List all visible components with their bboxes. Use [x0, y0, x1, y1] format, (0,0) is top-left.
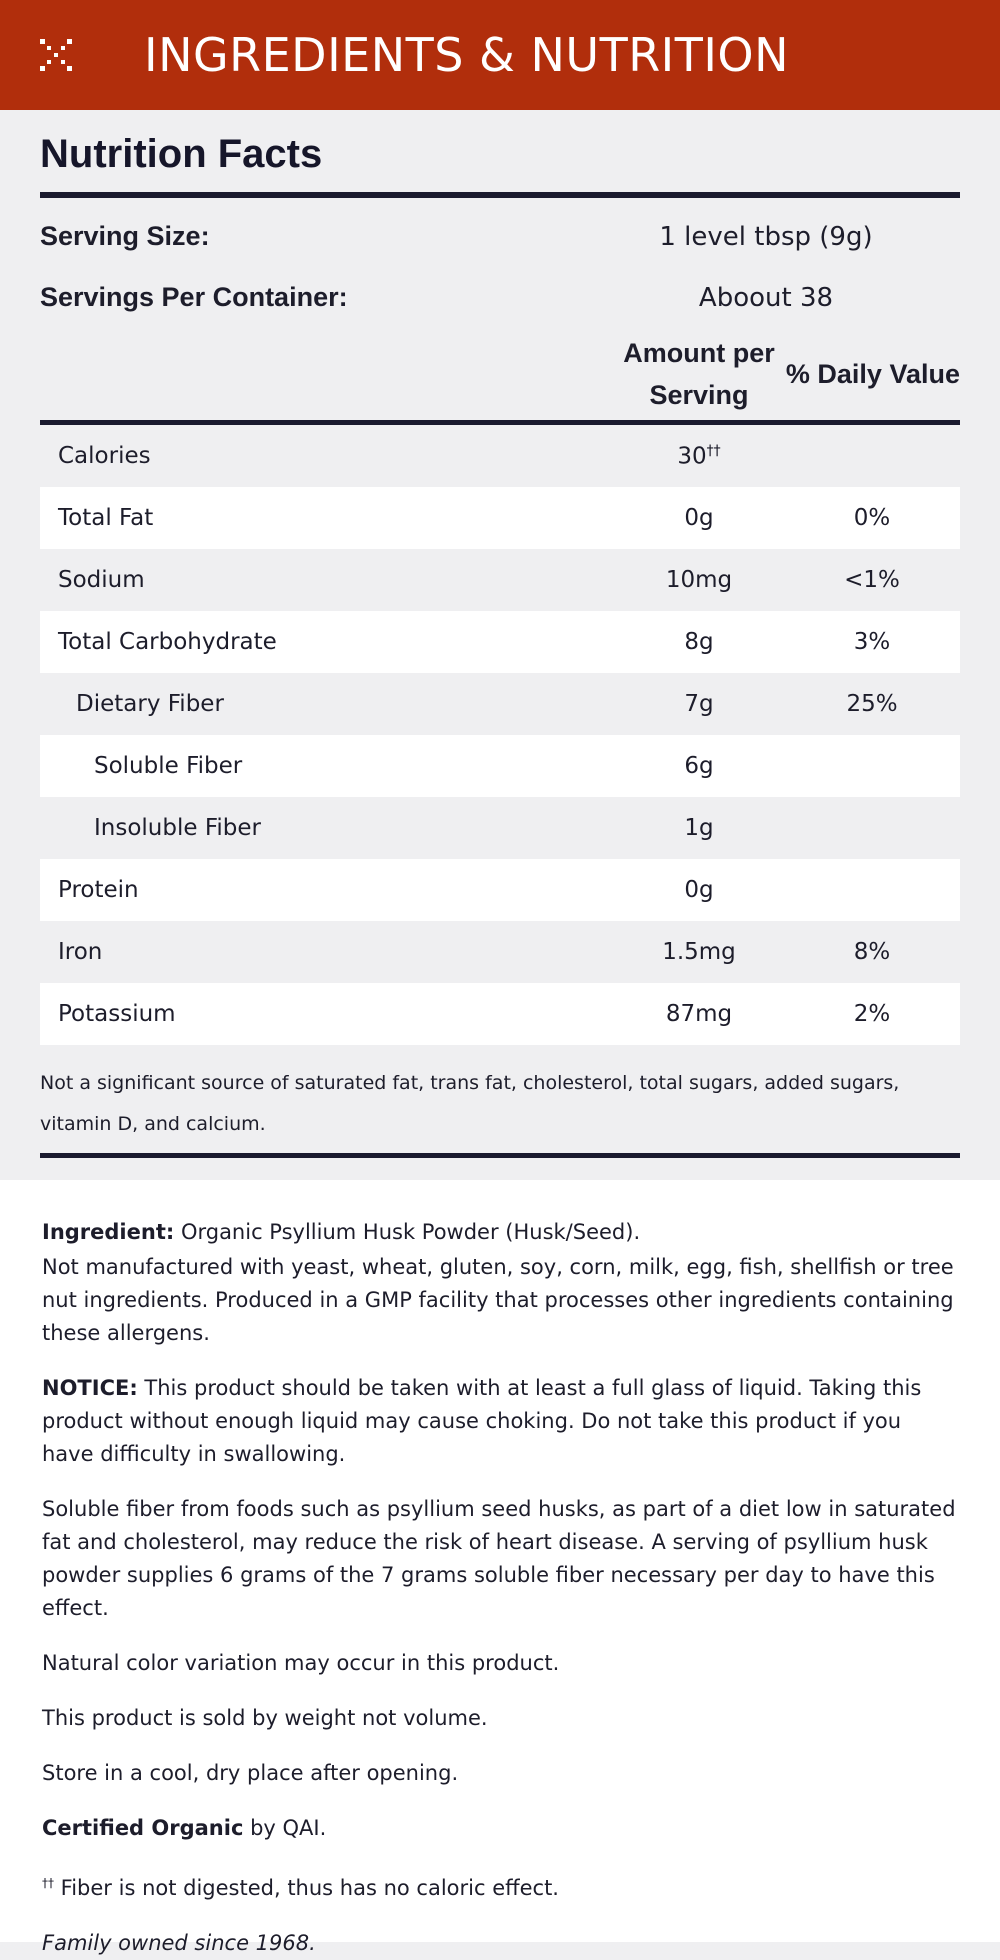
nutrient-name: Protein — [58, 877, 139, 903]
health-claim: Soluble fiber from foods such as psyllium seed husks, as part of a diet low in saturated fat and cholesterol, may reduce the risk of heart disease. A serving of psyllium husk powder supplies 6 grams of the 7 grams soluble fiber necessary per day to have this effect. — [42, 1497, 956, 1620]
storage-note: Store in a cool, dry place after opening. — [42, 1761, 459, 1785]
nutrition-facts-title: Nutrition Facts — [40, 132, 323, 176]
daily-value-header: % Daily Value — [785, 358, 960, 389]
nutrient-row — [40, 797, 960, 859]
nutrient-name: Insoluble Fiber — [94, 815, 261, 841]
product-details — [0, 1180, 1000, 1955]
nutrient-amount: 8g — [684, 629, 714, 655]
nutrient-daily-value: 25% — [846, 691, 898, 717]
certification-line — [42, 1812, 958, 1845]
allergen-statement: Not manufactured with yeast, wheat, gluten, soy, corn, milk, egg, fish, shellfish or tree nut ingredients. Produced in a GMP facility that processes other ingredients containing these allergens. — [42, 1255, 954, 1345]
nutrient-amount: 30†† — [677, 442, 721, 470]
nutrient-row — [40, 611, 960, 673]
page-title: INGREDIENTS & NUTRITION — [144, 28, 790, 82]
nutrient-row — [40, 673, 960, 735]
footnote-mark: †† — [706, 442, 721, 459]
nutrient-row — [40, 983, 960, 1045]
amount-per-serving-header: Amount per Serving — [623, 338, 775, 410]
nutrient-name: Soluble Fiber — [94, 753, 243, 779]
nutrient-amount: 1g — [684, 815, 714, 841]
nutrient-amount: 87mg — [665, 1001, 733, 1027]
divider — [40, 192, 960, 198]
fiber-footnote — [42, 1867, 958, 1905]
nutrient-daily-value: <1% — [844, 567, 900, 593]
nutrient-name: Calories — [58, 443, 151, 469]
nutrient-daily-value: 3% — [853, 629, 891, 655]
nutrient-amount: 0g — [684, 877, 714, 903]
weight-note: This product is sold by weight not volume. — [42, 1706, 488, 1730]
notice-text: This product should be taken with at least a full glass of liquid. Taking this product without enough liquid may cause choking. Do not take this product if you have difficulty in swallowing. — [42, 1376, 922, 1466]
serving-size-label: Serving Size: — [40, 221, 210, 251]
family-note: Family owned since 1968. — [42, 1931, 316, 1955]
nutrient-amount: 6g — [684, 753, 714, 779]
servings-per-container-label: Servings Per Container: — [40, 282, 348, 312]
nutrition-footnote: Not a significant source of saturated fat, trans fat, cholesterol, total sugars, added sugars, vitamin D, and calcium. — [40, 1072, 900, 1135]
notice-paragraph — [42, 1372, 958, 1471]
certified-text: by QAI. — [243, 1816, 327, 1840]
ingredient-line — [42, 1216, 958, 1249]
servings-per-container-row — [40, 267, 960, 328]
sparkle-icon — [36, 35, 76, 75]
nutrient-row — [40, 425, 960, 487]
nutrition-facts-panel — [0, 110, 1000, 1180]
nutrient-row — [40, 549, 960, 611]
nutrient-name: Total Fat — [58, 505, 154, 531]
certified-label: Certified Organic — [42, 1816, 244, 1840]
nutrient-daily-value: 0% — [853, 505, 891, 531]
serving-size-value: 1 level tbsp (9g) — [659, 221, 873, 252]
nutrient-amount: 7g — [684, 691, 714, 717]
column-headers — [40, 328, 960, 420]
nutrient-row — [40, 859, 960, 921]
notice-label: NOTICE: — [42, 1376, 138, 1400]
nutrient-daily-value: 8% — [853, 939, 891, 965]
servings-per-container-value: Aboout 38 — [698, 282, 834, 313]
serving-size-row — [40, 206, 960, 267]
nutrient-row — [40, 921, 960, 983]
nutrient-amount: 10mg — [665, 567, 733, 593]
divider — [40, 1153, 960, 1158]
page-header — [0, 0, 1000, 110]
nutrient-daily-value: 2% — [853, 1001, 891, 1027]
ingredient-label: Ingredient: — [42, 1220, 175, 1244]
footnote-mark: †† — [42, 1876, 54, 1890]
nutrient-name: Sodium — [58, 567, 145, 593]
nutrient-name: Total Carbohydrate — [58, 629, 277, 655]
nutrient-name: Potassium — [58, 1001, 176, 1027]
nutrient-amount: 0g — [684, 505, 714, 531]
nutrient-row — [40, 487, 960, 549]
nutrient-name: Iron — [58, 939, 103, 965]
ingredient-text: Organic Psyllium Husk Powder (Husk/Seed). — [174, 1220, 641, 1244]
color-note: Natural color variation may occur in this product. — [42, 1651, 560, 1675]
nutrient-name: Dietary Fiber — [76, 691, 224, 717]
nutrient-amount: 1.5mg — [662, 939, 736, 965]
nutrient-row — [40, 735, 960, 797]
fiber-note-text: Fiber is not digested, thus has no caloric effect. — [54, 1876, 559, 1900]
